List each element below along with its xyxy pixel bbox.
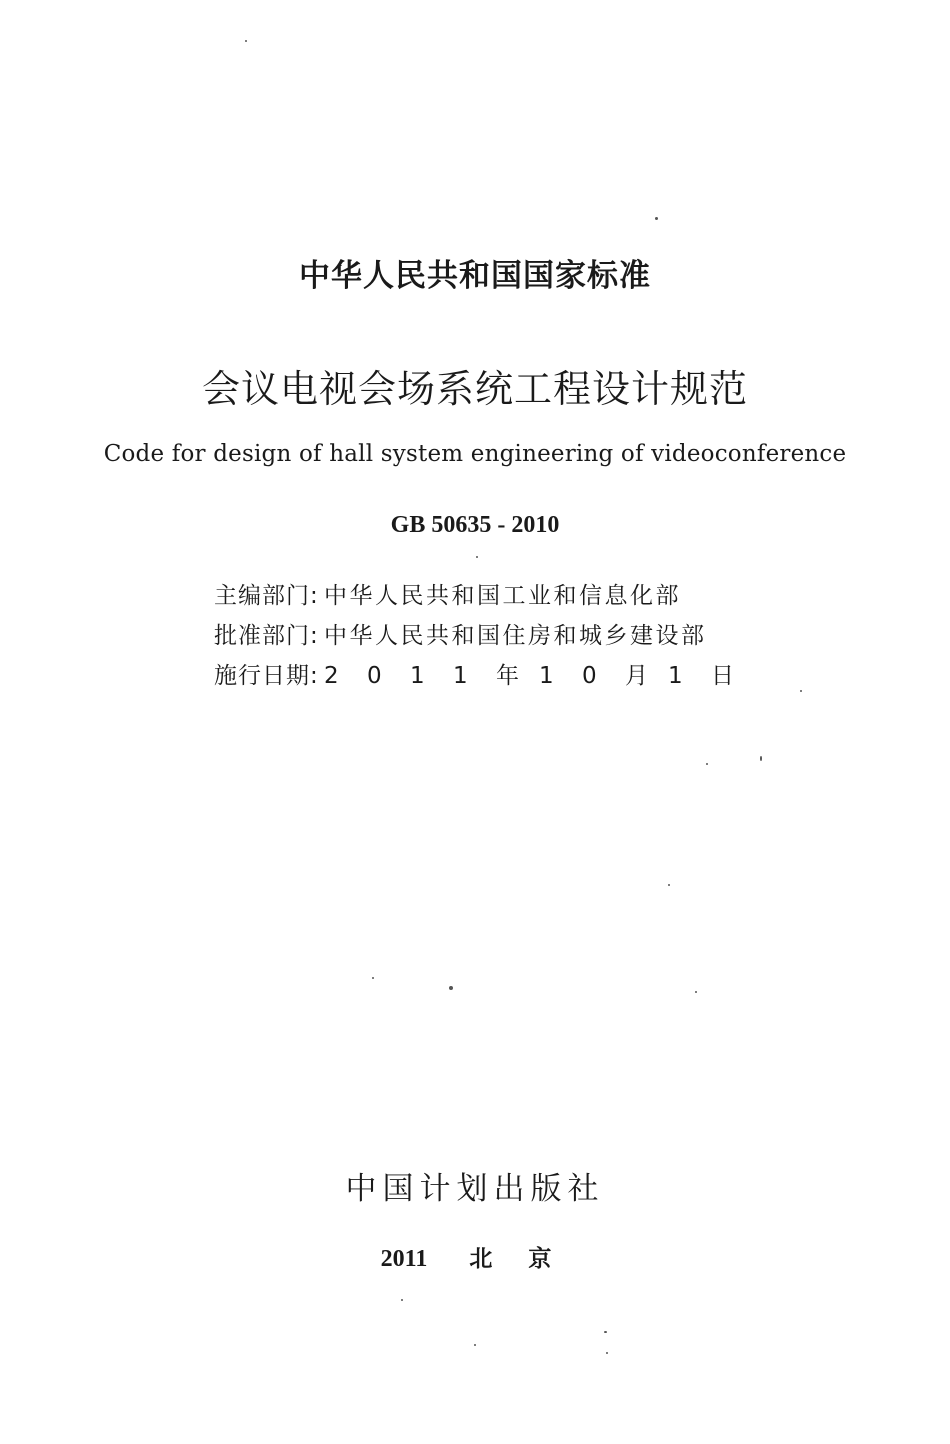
scan-speck xyxy=(695,991,697,993)
scan-speck xyxy=(706,763,708,765)
scan-speck xyxy=(449,986,453,990)
date-char: 日 xyxy=(711,663,734,689)
editor-value: 中华人民共和国工业和信息化部 xyxy=(324,583,681,609)
date-row xyxy=(214,660,754,700)
date-char: 年 xyxy=(496,663,519,689)
date-char: 月 xyxy=(625,663,648,689)
approver-label: 批准部门 xyxy=(214,623,310,649)
scan-speck xyxy=(245,40,247,42)
date-char: 2 xyxy=(324,663,339,689)
scan-speck xyxy=(474,1344,476,1346)
editor-label: 主编部门 xyxy=(214,583,310,609)
scan-speck xyxy=(760,756,762,761)
scan-speck xyxy=(800,690,802,692)
scan-speck xyxy=(401,1299,403,1301)
national-standard-heading: 中华人民共和国国家标准 xyxy=(299,258,651,294)
publication-city-char: 京 xyxy=(528,1246,552,1272)
publication-city-char: 北 xyxy=(469,1246,493,1272)
publication-year: 2011 xyxy=(380,1246,428,1272)
title-english: Code for design of hall system engineering of videoconference xyxy=(103,441,847,467)
approver-value: 中华人民共和国住房和城乡建设部 xyxy=(324,623,707,649)
scan-speck xyxy=(372,977,374,979)
scan-speck xyxy=(476,556,478,558)
editor-row xyxy=(214,580,754,620)
date-char: 1 xyxy=(453,663,468,689)
date-separator: : xyxy=(310,663,318,689)
scan-speck xyxy=(655,217,658,220)
publication-year-place xyxy=(0,1240,950,1273)
date-char: 1 xyxy=(410,663,425,689)
date-char: 0 xyxy=(367,663,382,689)
date-char: 1 xyxy=(668,663,683,689)
scan-speck xyxy=(604,1331,607,1333)
scan-speck xyxy=(668,884,670,886)
date-value xyxy=(324,660,754,700)
approver-row xyxy=(214,620,754,660)
title-chinese: 会议电视会场系统工程设计规范 xyxy=(201,367,748,411)
date-char: 1 xyxy=(539,663,554,689)
scan-speck xyxy=(606,1352,608,1354)
publisher-name: 中国计划出版社 xyxy=(345,1171,605,1207)
approver-separator: : xyxy=(310,623,318,649)
standard-code-number: GB 50635 - 2010 xyxy=(390,512,560,538)
date-label: 施行日期 xyxy=(214,663,310,689)
editor-separator: : xyxy=(310,583,318,609)
info-block xyxy=(214,580,754,700)
date-char: 0 xyxy=(582,663,597,689)
